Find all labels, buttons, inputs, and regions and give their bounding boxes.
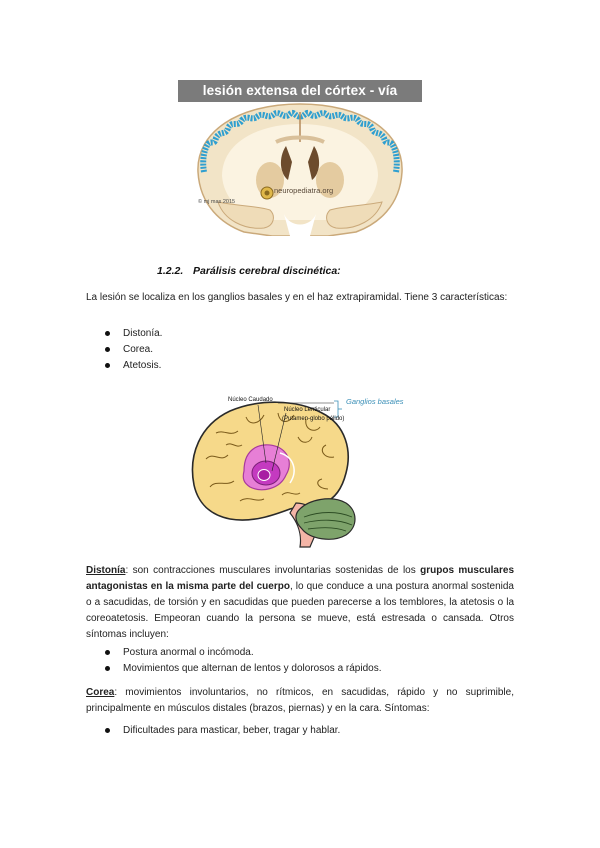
coronal-brain-figure xyxy=(178,80,422,236)
bullet-icon xyxy=(105,650,110,655)
label-nucleo-lenticular: Núcleo Lenticular xyxy=(284,407,331,413)
corea-paragraph: Corea: movimientos involuntarios, no rítmicos, en sacudidas, rápido y no suprimible, principalmente en músculos distales (brazos, piernas) y en la cara. Síntomas: xyxy=(86,687,514,714)
bullet-icon xyxy=(105,331,110,336)
distonia-paragraph: Distonía: son contracciones musculares involuntarias sostenidas de los grupos musculares antagonistas en la misma parte del cuerpo, lo que conduce a una postura anormal sostenida o a sacudidas, de torsión y en sacudidas que pueden parecerse a los temblores, la atetosis o la coreoatetosis. Empeoran cuando la persona se mueve, está estresada o cansada. Otros síntomas incluyen: xyxy=(86,565,514,640)
bullet-icon xyxy=(105,666,110,671)
distonia-term: Distonía xyxy=(86,565,126,576)
bullet-icon xyxy=(105,347,110,352)
section-number: 1.2.2. xyxy=(157,265,184,277)
document-page: lesión extensa del córtex - vía neuropediatra.org © mj mas 2015 1.2.2. Parálisis cerebral discinética: La lesión se localiza en los ganglios basales y en el haz extrapiramidal. Tiene 3 características: Distonía. Corea. Atetosis. Núcleo Caudado Núcleo Lenticular (Putamen-globo pálido) Ganglios basales Distonía: son contracciones musculares involuntarias sostenidas de los grupos musculares antagonistas en la misma parte del cuerpo, lo que conduce a una postura anormal sostenida o a sacudidas, de torsión y en sacudidas que pueden parecerse a los temblores, la atetosis o la coreoatetosis. Empeoran cuando la persona se mueve, está estresada o cansada. Otros síntomas incluyen: Postura anormal o incómoda. Movimientos que alternan de lentos y dolorosos a rápidos. Corea: movimientos involuntarios, no rítmicos, en sacudidas, rápido y no suprimible, principalmente en músculos distales (brazos, piernas) y en la cara. Síntomas: Dificultades para masticar, beber, tragar y hablar. xyxy=(0,0,600,848)
section-heading xyxy=(157,265,341,277)
coronal-brain-illustration xyxy=(178,102,422,236)
distonia-bold-phrase: grupos musculares antagonistas en la misma parte del cuerpo xyxy=(86,565,514,592)
label-nucleo-caudado: Núcleo Caudado xyxy=(228,397,273,403)
intro-paragraph: La lesión se localiza en los ganglios basales y en el haz extrapiramidal. Tiene 3 características: xyxy=(86,292,508,303)
figure-watermark-site: neuropediatra.org xyxy=(274,186,334,195)
corea-term: Corea xyxy=(86,687,115,698)
label-putamen: (Putamen-globo pálido) xyxy=(282,416,345,422)
figure-credit: © mj mas 2015 xyxy=(198,199,236,205)
figure-title: lesión extensa del córtex - vía xyxy=(178,80,422,102)
bullet-icon xyxy=(105,363,110,368)
section-title: Parálisis cerebral discinética: xyxy=(193,265,341,277)
sagittal-brain-figure xyxy=(186,385,414,550)
bullet-icon xyxy=(105,728,110,733)
label-ganglios-basales: Ganglios basales xyxy=(346,397,404,406)
